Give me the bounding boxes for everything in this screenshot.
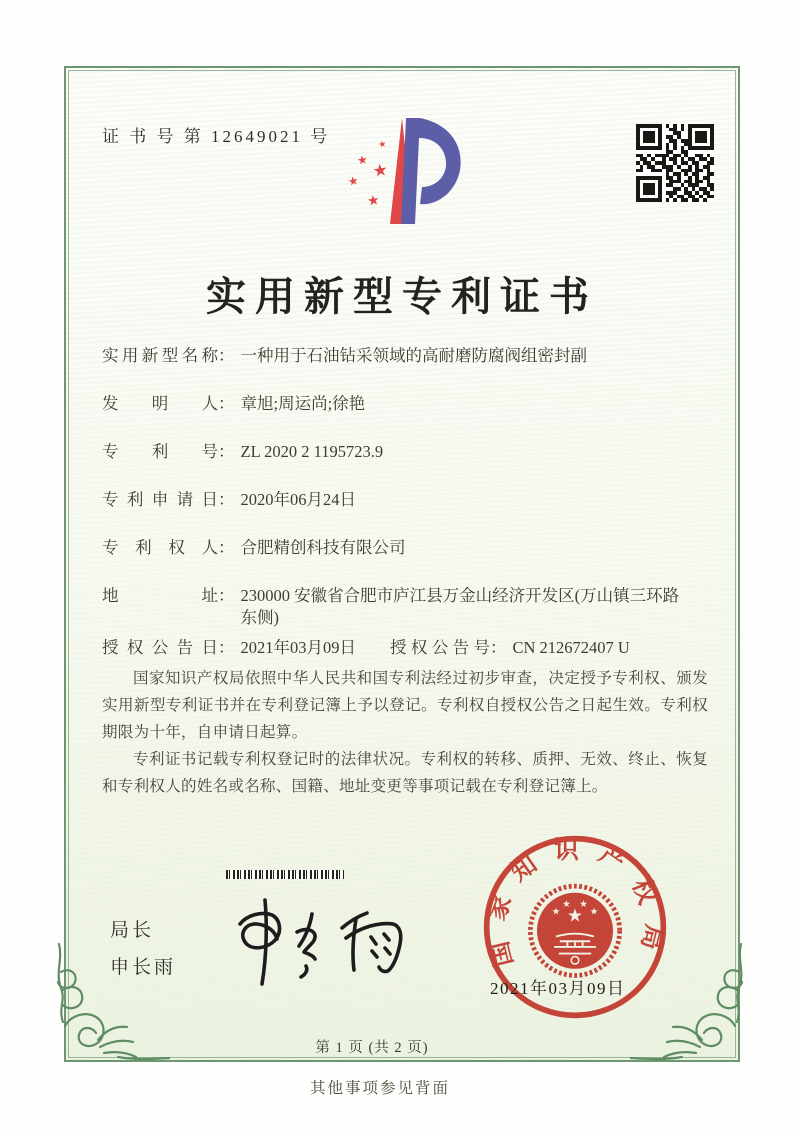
field-patentee: 专利权人 ： 合肥精创科技有限公司 (102, 538, 406, 557)
field-label: 专利申请日 (102, 490, 218, 509)
page-number: 第 1 页 (共 2 页) (315, 1040, 429, 1056)
field-value: 一种用于石油钻采领域的高耐磨防腐阀组密封副 (240, 346, 587, 365)
svg-text:★: ★ (566, 905, 584, 927)
commissioner-title: 局长 (110, 920, 155, 941)
field-label: 专利号 (102, 442, 218, 461)
field-value: 230000 安徽省合肥市庐江县万金山经济开发区(万山镇三环路东侧) (240, 586, 680, 627)
field-value: CN 212672407 U (512, 638, 630, 657)
certificate-number: 证 书 号 第 12649021 号 (102, 127, 331, 146)
legal-text (102, 665, 708, 800)
field-address: 地址 ： 230000 安徽省合肥市庐江县万金山经济开发区(万山镇三环路东侧) (102, 585, 722, 629)
cnipa-logo-icon (340, 114, 470, 236)
field-patent-number: 专利号 ： ZL 2020 2 1195723.9 (102, 442, 384, 461)
field-label: 授权公告日 (102, 638, 218, 657)
corner-flourish-left (52, 942, 170, 1062)
corner-flourish-right (630, 942, 748, 1062)
field-grant-row: 授权公告日 ： 2021年03月09日 授权公告号 ： CN 212672407 U (102, 638, 630, 657)
commissioner-name: 申长雨 (110, 957, 177, 978)
svg-text:★: ★ (589, 906, 599, 918)
field-utility-model-name: 实用新型名称 ： 一种用于石油钻采领域的高耐磨防腐阀组密封副 (102, 346, 587, 365)
svg-text:★: ★ (371, 160, 390, 183)
legal-paragraph-1: 国家知识产权局依照中华人民共和国专利法经过初步审查，决定授予专利权、颁发实用新型专利证书并在专利登记簿上予以登记。专利权自授权公告之日起生效。专利权期限为十年，自申请日起算。 (102, 670, 708, 741)
svg-text:★: ★ (579, 899, 588, 911)
certificate-title: 实用新型专利证书 (206, 273, 598, 319)
field-value: 2020年06月24日 (240, 490, 356, 509)
svg-text:★: ★ (551, 906, 561, 918)
field-inventors: 发明人 ： 章旭;周运尚;徐艳 (102, 394, 366, 413)
field-label: 授权公告号 (390, 638, 490, 657)
field-value: 章旭;周运尚;徐艳 (240, 394, 366, 413)
svg-text:★: ★ (377, 139, 388, 151)
field-value: 合肥精创科技有限公司 (240, 538, 406, 557)
seal-national-emblem (530, 886, 619, 975)
field-value: 2021年03月09日 (240, 638, 356, 657)
certificate-frame (64, 66, 740, 1062)
field-list (102, 345, 722, 685)
seal-date: 2021年03月09日 (490, 979, 626, 998)
field-label: 专利权人 (102, 538, 218, 557)
logo-blue-p (401, 118, 461, 224)
field-label: 地址 (102, 586, 218, 605)
legal-paragraph-2: 专利证书记载专利权登记时的法律状况。专利权的转移、质押、无效、终止、恢复和专利权人的姓名或名称、国籍、地址变更等事项记载在专利登记簿上。 (102, 751, 708, 795)
field-filing-date: 专利申请日 ： 2020年06月24日 (102, 490, 356, 509)
svg-text:★: ★ (355, 152, 369, 168)
logo-stars (346, 139, 389, 210)
back-side-note: 其他事项参见背面 (309, 1080, 450, 1097)
commissioner-signature (226, 888, 421, 993)
field-label: 发明人 (102, 394, 218, 413)
svg-text:★: ★ (346, 173, 360, 190)
svg-text:★: ★ (562, 899, 571, 911)
field-value: ZL 2020 2 1195723.9 (240, 442, 384, 461)
field-label: 实用新型名称 (102, 346, 218, 365)
barcode (226, 870, 344, 879)
seal-text-arc: 国家知识产权局 (482, 836, 668, 969)
qr-code (636, 124, 714, 202)
svg-text:★: ★ (366, 192, 381, 210)
